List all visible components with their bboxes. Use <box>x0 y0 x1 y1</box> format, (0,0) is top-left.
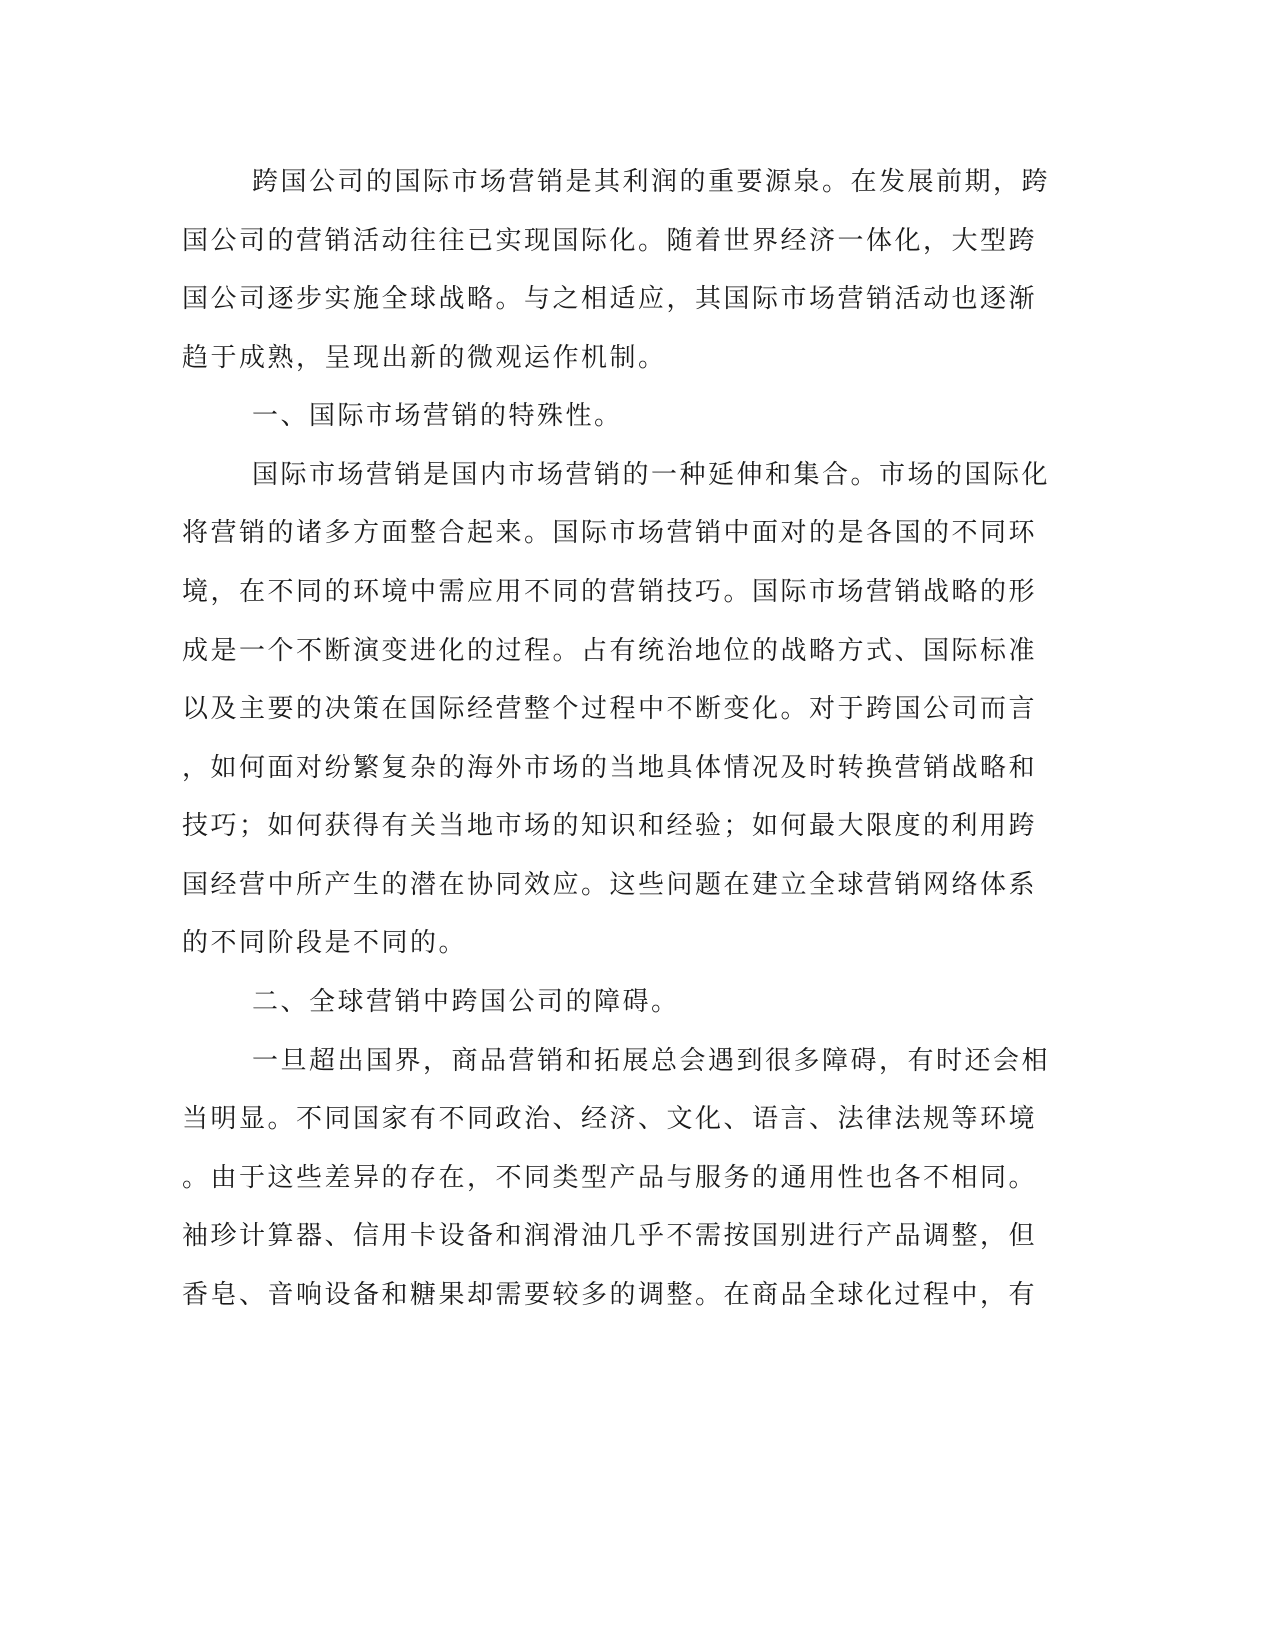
text-line: 趋于成熟，呈现出新的微观运作机制。 <box>182 343 667 373</box>
text-line: 技巧；如何获得有关当地市场的知识和经验；如何最大限度的利用跨 <box>182 811 1038 841</box>
text-line: 跨国公司的国际市场营销是其利润的重要源泉。在发展前期，跨 <box>252 167 1051 197</box>
text-line: 国公司逐步实施全球战略。与之相适应，其国际市场营销活动也逐渐 <box>182 284 1038 314</box>
text-line: ，如何面对纷繁复杂的海外市场的当地具体情况及时转换营销战略和 <box>182 753 1038 783</box>
text-line: 以及主要的决策在国际经营整个过程中不断变化。对于跨国公司而言 <box>182 694 1038 724</box>
text-line: 国际市场营销是国内市场营销的一种延伸和集合。市场的国际化 <box>252 460 1051 490</box>
text-line: 国公司的营销活动往往已实现国际化。随着世界经济一体化，大型跨 <box>182 226 1038 256</box>
text-line: 成是一个不断演变进化的过程。占有统治地位的战略方式、国际标准 <box>182 636 1038 666</box>
text-line: 香皂、音响设备和糖果却需要较多的调整。在商品全球化过程中，有 <box>182 1280 1038 1310</box>
text-line: 将营销的诸多方面整合起来。国际市场营销中面对的是各国的不同环 <box>182 518 1038 548</box>
text-line: 的不同阶段是不同的。 <box>182 928 468 958</box>
text-line: 。由于这些差异的存在，不同类型产品与服务的通用性也各不相同。 <box>182 1163 1038 1193</box>
text-line: 境，在不同的环境中需应用不同的营销技巧。国际市场营销战略的形 <box>182 577 1038 607</box>
text-line: 国经营中所产生的潜在协同效应。这些问题在建立全球营销网络体系 <box>182 870 1038 900</box>
section-heading: 一、国际市场营销的特殊性。 <box>252 401 623 431</box>
section-heading: 二、全球营销中跨国公司的障碍。 <box>252 987 680 1017</box>
text-line: 一旦超出国界，商品营销和拓展总会遇到很多障碍，有时还会相 <box>252 1046 1051 1076</box>
text-line: 当明显。不同国家有不同政治、经济、文化、语言、法律法规等环境 <box>182 1104 1038 1134</box>
text-line: 袖珍计算器、信用卡设备和润滑油几乎不需按国别进行产品调整，但 <box>182 1221 1038 1251</box>
